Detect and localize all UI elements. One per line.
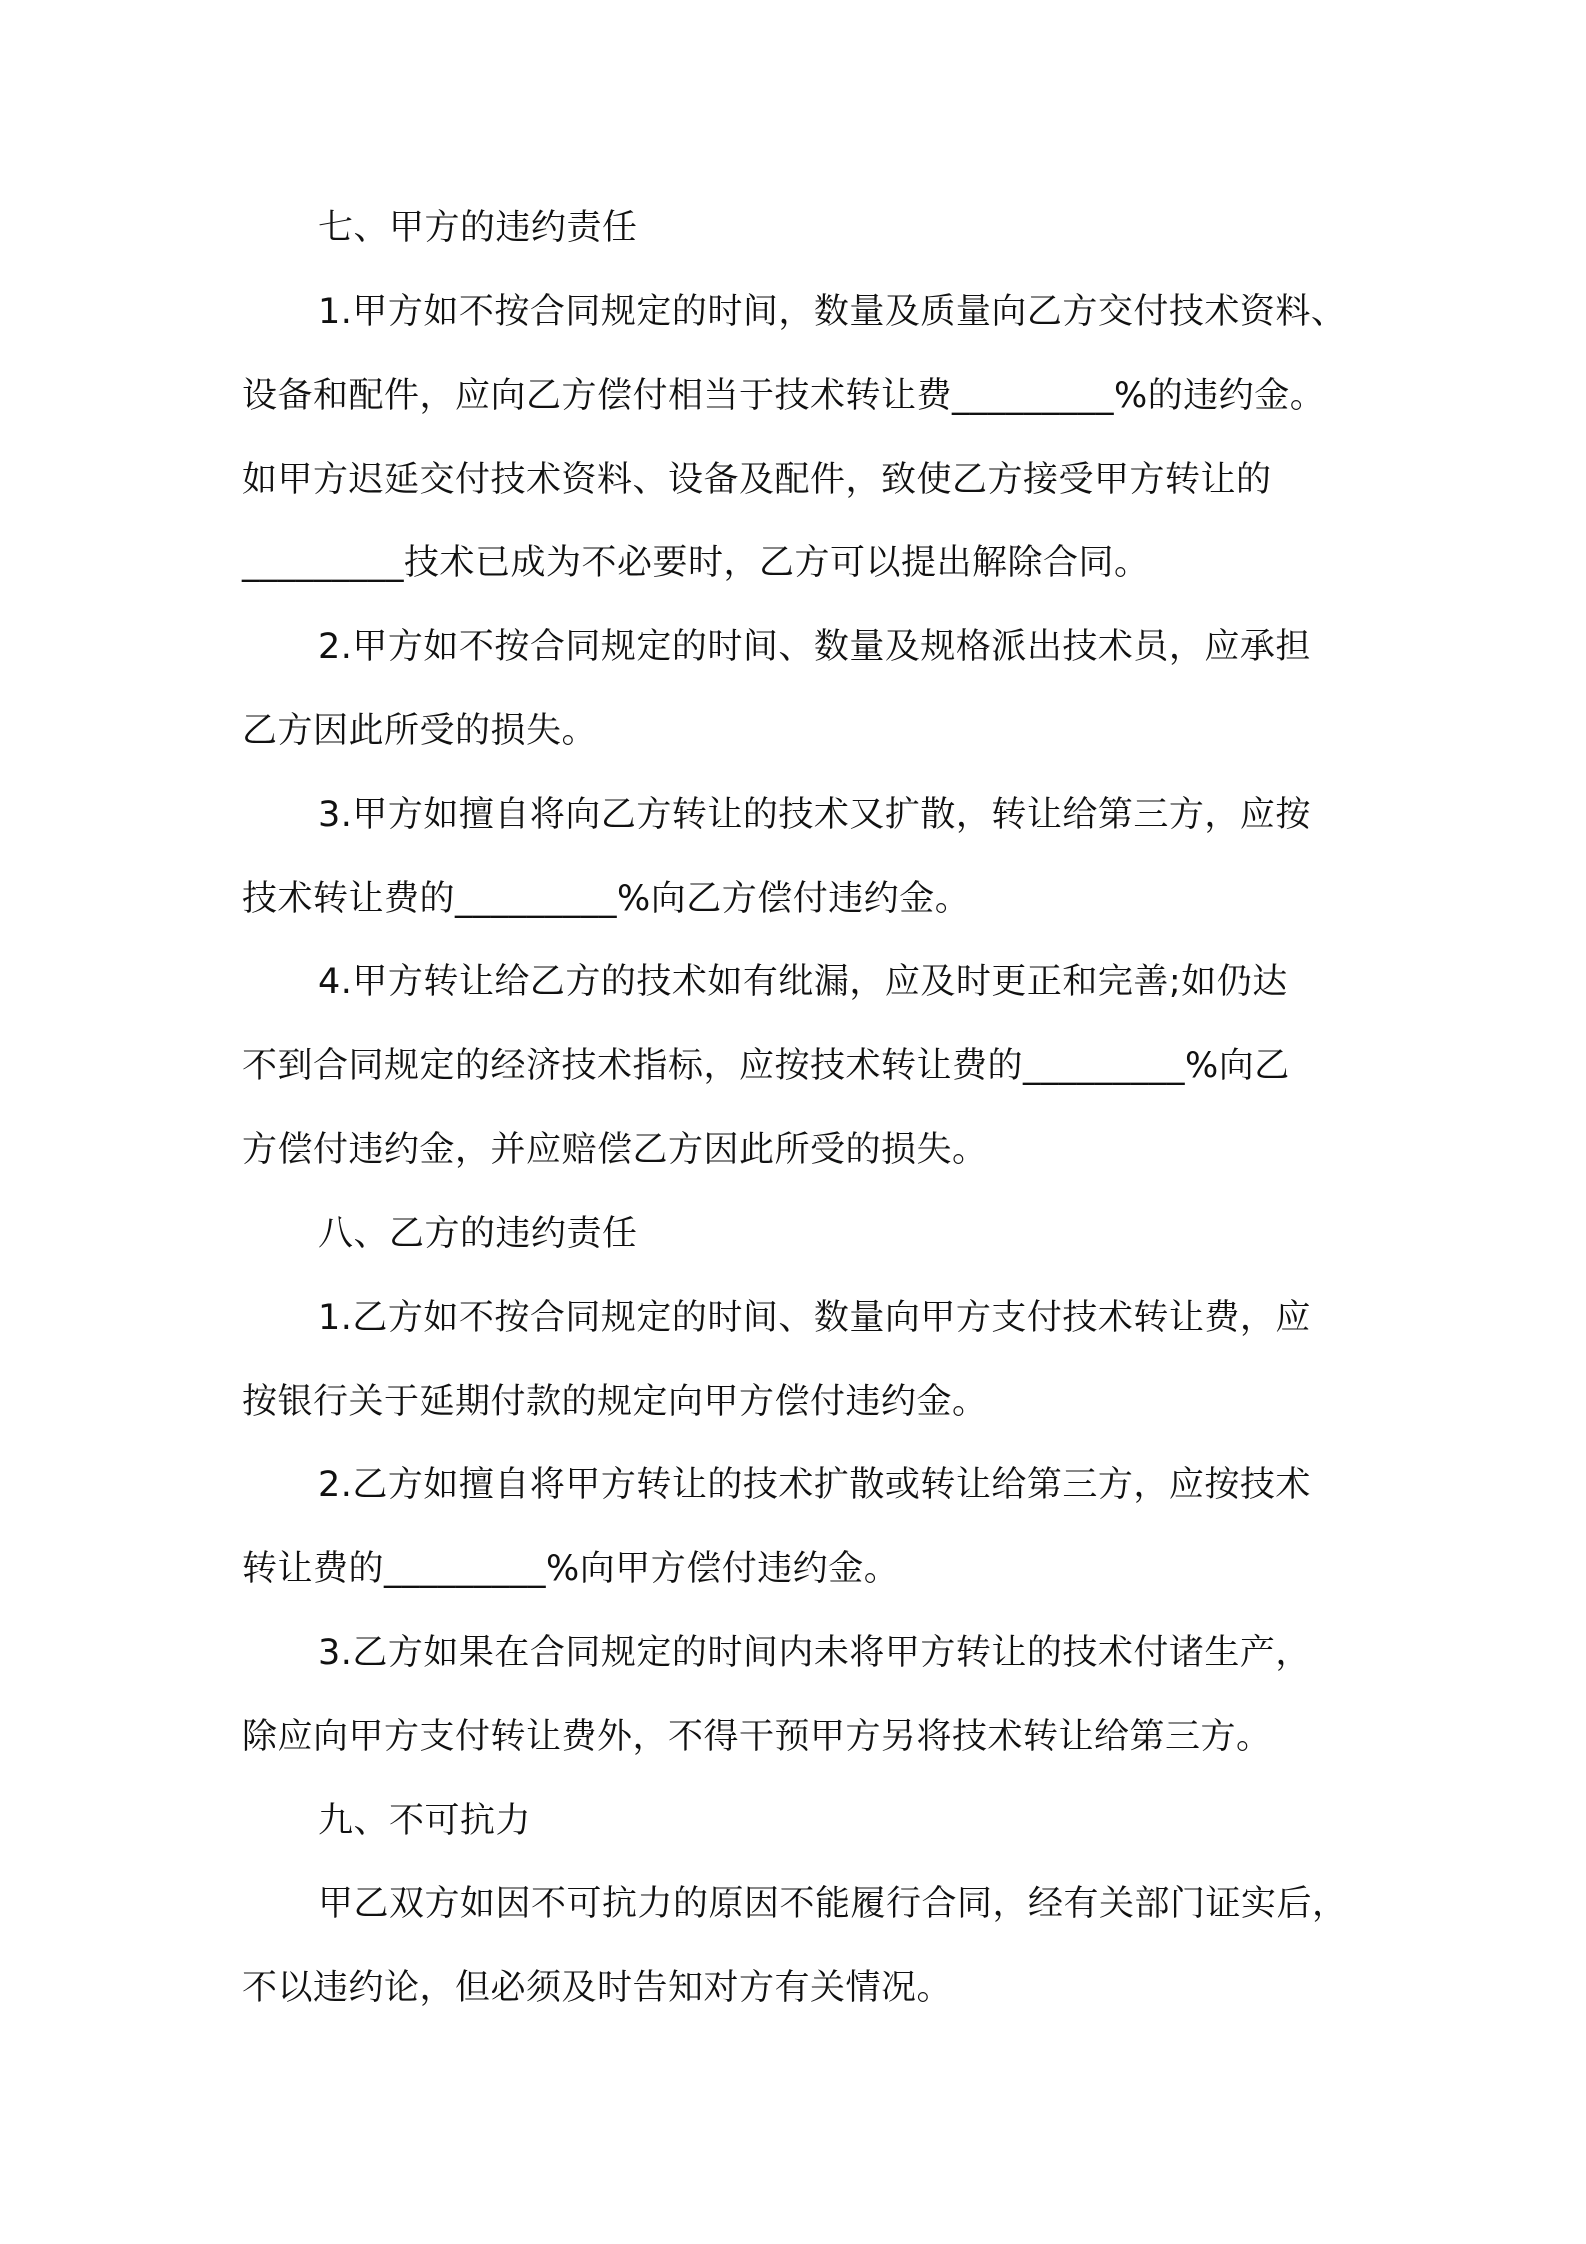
section-heading: 七、甲方的违约责任 xyxy=(318,208,638,248)
paragraph-line: 技术转让费的_________%向乙方偿付违约金。 xyxy=(242,879,971,919)
paragraph-line: 除应向甲方支付转让费外，不得干预甲方另将技术转让给第三方。 xyxy=(242,1717,1272,1757)
paragraph-line: 3.甲方如擅自将向乙方转让的技术又扩散，转让给第三方，应按 xyxy=(318,795,1311,835)
paragraph-line: 2.乙方如擅自将甲方转让的技术扩散或转让给第三方，应按技术 xyxy=(318,1465,1311,1505)
paragraph-line: 不以违约论，但必须及时告知对方有关情况。 xyxy=(242,1968,953,2008)
paragraph-line: 方偿付违约金，并应赔偿乙方因此所受的损失。 xyxy=(242,1130,988,1170)
paragraph-line: 4.甲方转让给乙方的技术如有纰漏，应及时更正和完善;如仍达 xyxy=(318,962,1288,1002)
paragraph-line: 乙方因此所受的损失。 xyxy=(242,711,598,751)
paragraph-line: 不到合同规定的经济技术指标，应按技术转让费的_________%向乙 xyxy=(242,1046,1290,1086)
section-heading: 八、乙方的违约责任 xyxy=(318,1214,638,1254)
paragraph-line: 转让费的_________%向甲方偿付违约金。 xyxy=(242,1549,900,1589)
paragraph-line: 设备和配件，应向乙方偿付相当于技术转让费_________%的违约金。 xyxy=(242,376,1326,416)
paragraph-line: 甲乙双方如因不可抗力的原因不能履行合同，经有关部门证实后， xyxy=(318,1884,1348,1924)
paragraph-line: 2.甲方如不按合同规定的时间、数量及规格派出技术员，应承担 xyxy=(318,627,1311,667)
section-heading: 九、不可抗力 xyxy=(318,1801,532,1841)
paragraph-line: _________技术已成为不必要时，乙方可以提出解除合同。 xyxy=(242,543,1150,583)
paragraph-line: 3.乙方如果在合同规定的时间内未将甲方转让的技术付诸生产， xyxy=(318,1633,1311,1673)
paragraph-line: 1.甲方如不按合同规定的时间，数量及质量向乙方交付技术资料、 xyxy=(318,292,1347,332)
paragraph-line: 按银行关于延期付款的规定向甲方偿付违约金。 xyxy=(242,1382,988,1422)
paragraph-line: 1.乙方如不按合同规定的时间、数量向甲方支付技术转让费，应 xyxy=(318,1298,1311,1338)
paragraph-line: 如甲方迟延交付技术资料、设备及配件，致使乙方接受甲方转让的 xyxy=(242,460,1272,500)
